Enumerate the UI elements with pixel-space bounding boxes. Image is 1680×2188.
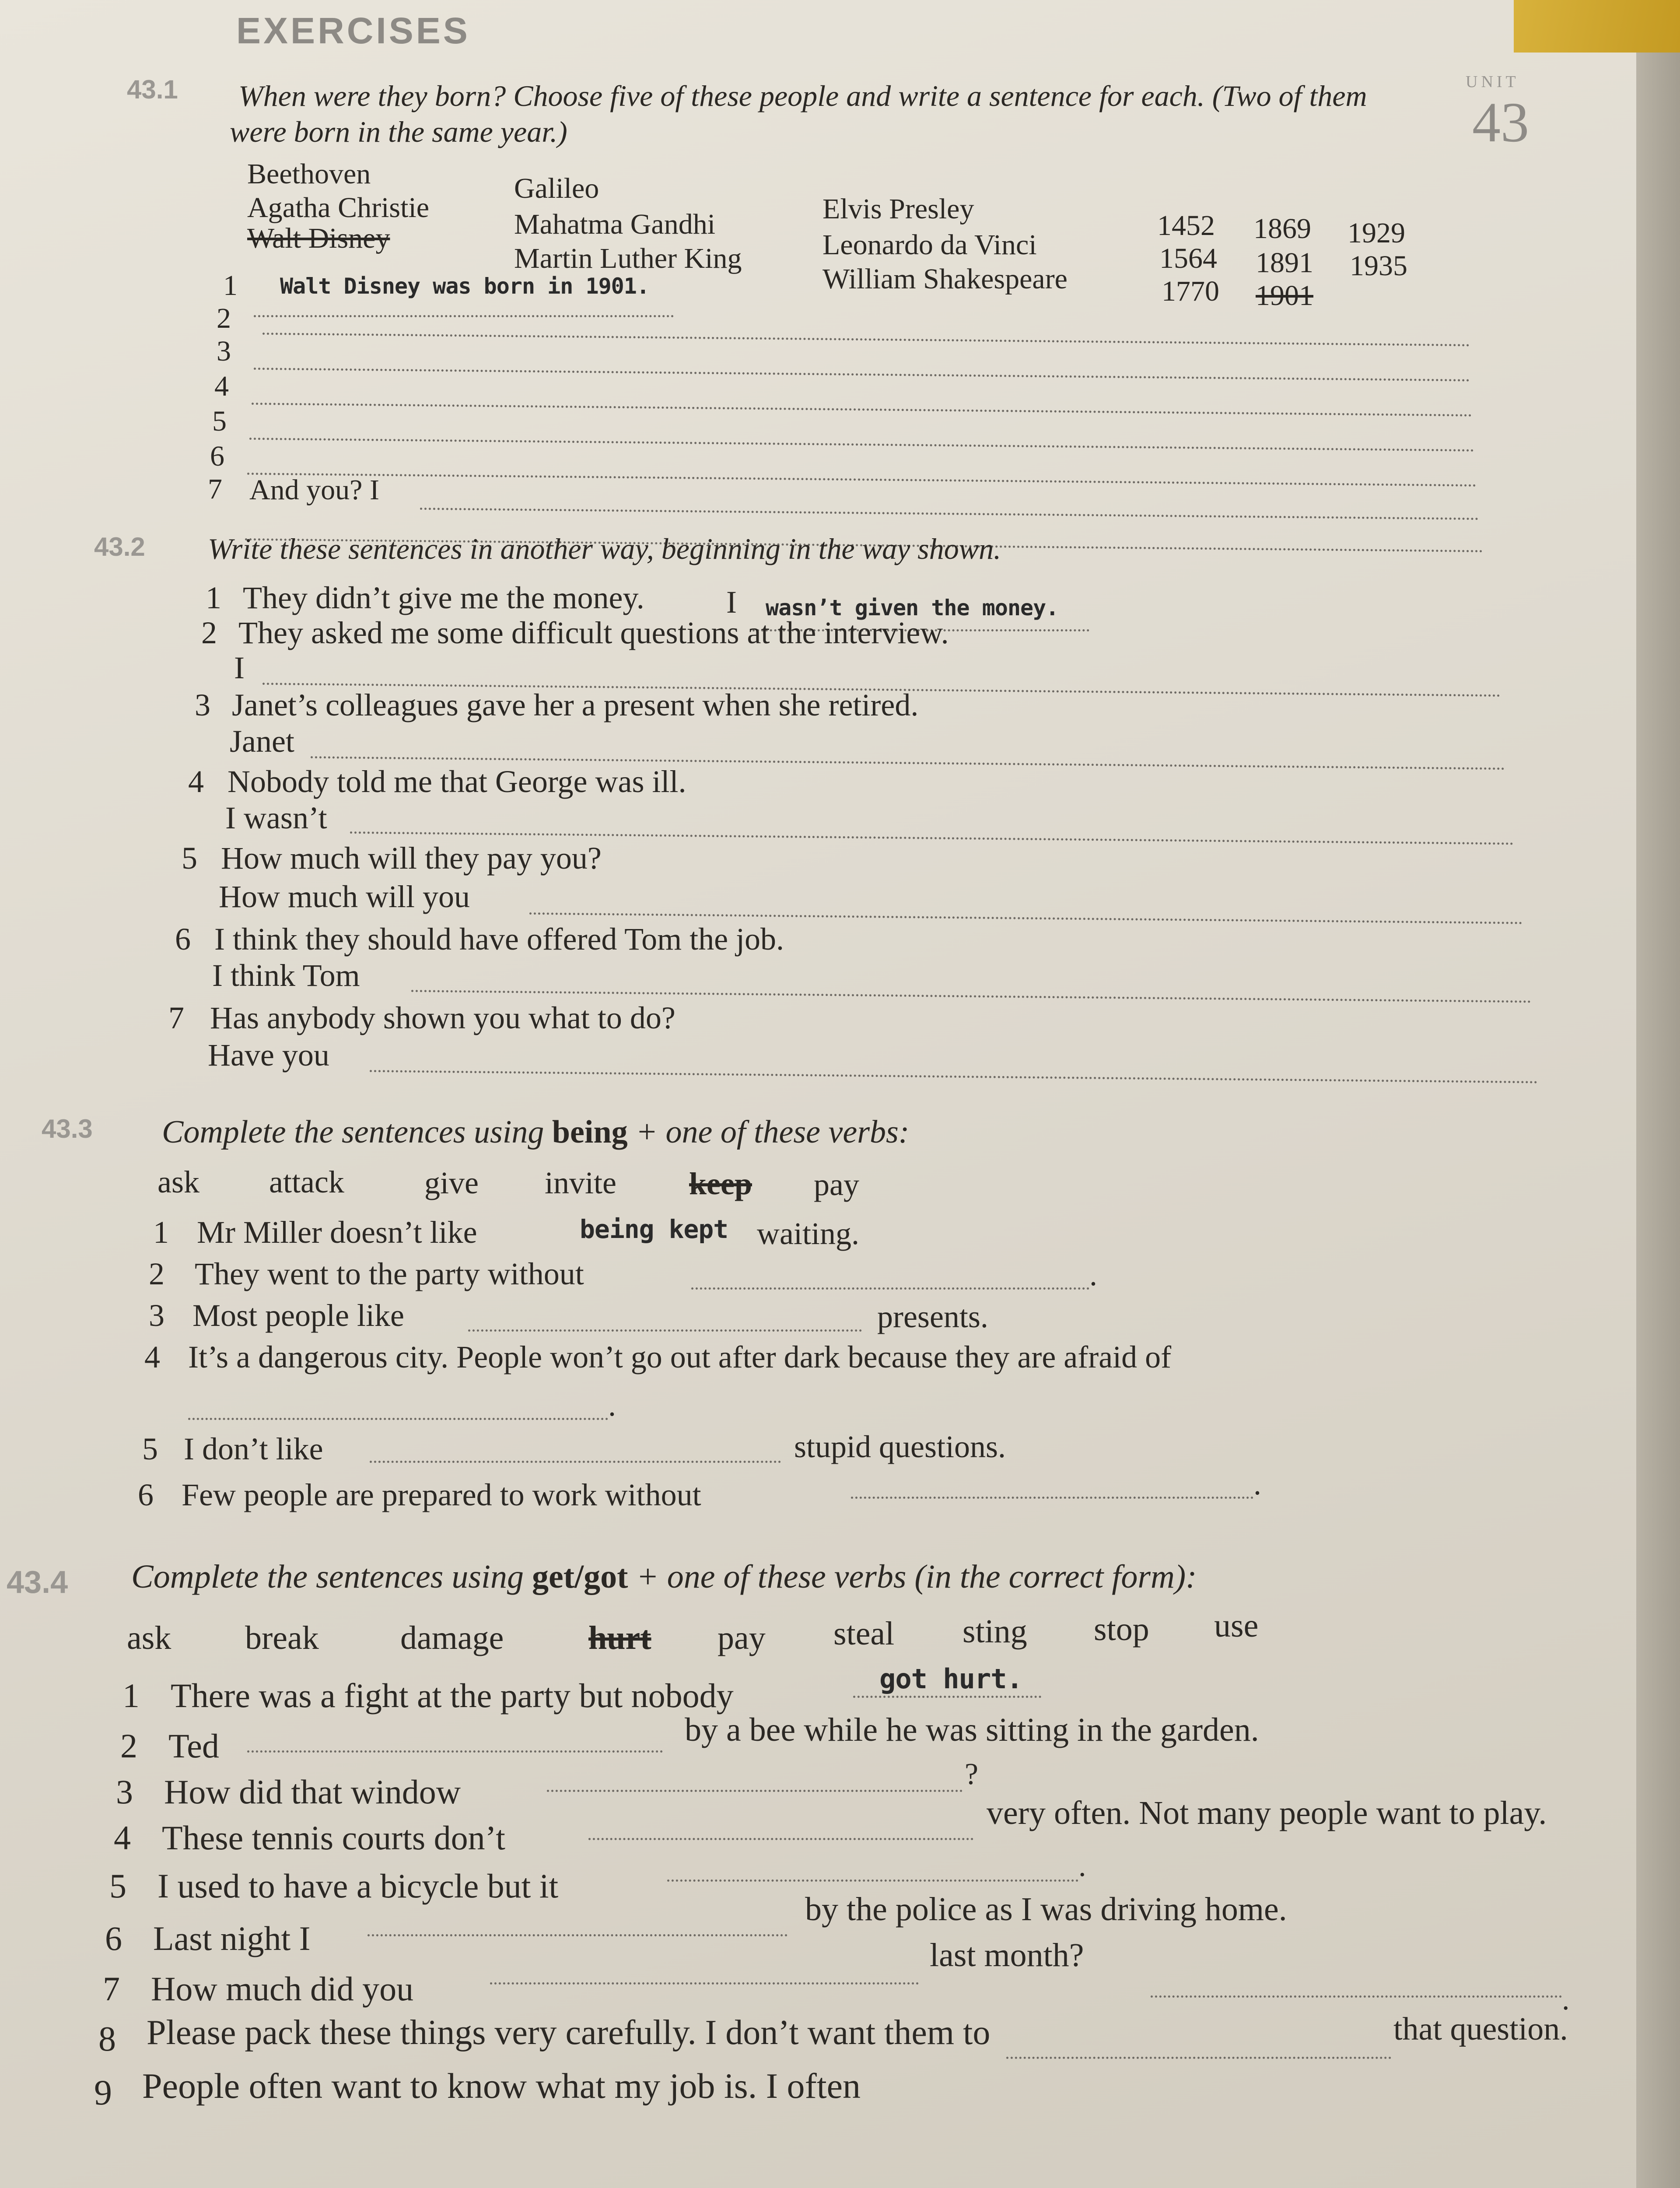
exercise-instruction: Complete the sentences using get/got + one of these verbs (in the correct form): (131, 1558, 1197, 1595)
sentence-part: waiting. (757, 1216, 859, 1251)
item-number: 6 (138, 1477, 154, 1512)
sentence-part: People often want to know what my job is. I often (142, 2066, 861, 2106)
sentence-start: Have you (208, 1038, 329, 1073)
person-name: Agatha Christie (247, 192, 430, 224)
exercise-number-43-1: 43.1 (127, 75, 178, 104)
answer-line (1006, 2057, 1391, 2059)
sentence-part: presents. (877, 1299, 988, 1334)
sentence-part: . (1253, 1466, 1261, 1501)
sentence-start: I think Tom (212, 958, 360, 993)
verb-option: ask (127, 1620, 172, 1656)
answer-line (370, 1070, 1538, 1083)
sentence-start: How much will you (219, 879, 470, 914)
sentence-part: very often. Not many people want to play. (987, 1795, 1547, 1831)
sentence-part: that question. (1393, 2011, 1568, 2047)
item-number: 6 (210, 440, 224, 472)
item-number: 3 (149, 1298, 164, 1333)
handwritten-answer: being kept (580, 1214, 728, 1244)
answer-line (420, 508, 1479, 520)
answer-line (249, 438, 1474, 452)
answer-line (252, 403, 1472, 417)
answer-line (667, 1879, 1078, 1882)
sentence: Janet’s colleagues gave her a present when she retired. (232, 687, 919, 722)
verb-option: invite (545, 1165, 616, 1200)
item-number: 4 (114, 1819, 131, 1857)
sentence-part: by a bee while he was sitting in the garden. (685, 1711, 1259, 1748)
year: 1564 (1159, 242, 1217, 274)
item-number: 3 (217, 335, 231, 367)
answer-line (468, 1329, 862, 1332)
item-7-prompt: And you? I (249, 474, 379, 506)
exercise-instruction: Write these sentences in another way, beginning in the way shown. (208, 532, 1001, 565)
answer-line (588, 1838, 973, 1840)
item-number: 3 (116, 1773, 133, 1811)
unit-label: UNIT (1466, 73, 1519, 91)
item-number: 5 (182, 841, 197, 876)
year-crossed: 1901 (1256, 280, 1313, 312)
year: 1770 (1162, 275, 1219, 307)
handwritten-answer: wasn’t given the money. (766, 595, 1059, 621)
item-number: 6 (105, 1919, 122, 1957)
person-name: Galileo (514, 172, 599, 204)
sentence-start: I (726, 585, 737, 620)
verb-option-crossed: keep (689, 1166, 752, 1201)
sentence-part: It’s a dangerous city. People won’t go out after dark because they are afraid of (188, 1339, 1172, 1375)
sentence-part: They went to the party without (195, 1256, 584, 1291)
answer-line (247, 473, 1477, 487)
sentence-part: There was a fight at the party but nobody (171, 1676, 734, 1715)
sentence-part: These tennis courts don’t (162, 1819, 505, 1857)
background-corner (1514, 0, 1680, 53)
page-edge (1636, 0, 1680, 2188)
sentence: They asked me some difficult questions at the interview. (238, 615, 949, 650)
item-number: 2 (149, 1256, 164, 1291)
sentence-start: I (234, 650, 245, 685)
sentence-start: Janet (230, 724, 294, 759)
sentence: They didn’t give me the money. (243, 580, 644, 615)
sentence-start: I wasn’t (225, 800, 327, 835)
sentence: I think they should have offered Tom the job. (214, 922, 784, 957)
item-number: 5 (212, 405, 227, 437)
item-number: 2 (201, 615, 217, 650)
exercise-number-43-3: 43.3 (42, 1114, 93, 1143)
person-name: William Shakespeare (822, 263, 1068, 295)
exercise-number-43-4: 43.4 (7, 1565, 68, 1600)
exercise-instruction: Complete the sentences using being + one of these verbs: (162, 1114, 910, 1150)
item-number: 5 (109, 1867, 126, 1905)
verb-option: ask (158, 1164, 200, 1199)
item-number: 2 (217, 302, 231, 334)
answer-line (247, 1750, 663, 1753)
item-number: 2 (120, 1727, 137, 1765)
person-name: Elvis Presley (822, 193, 974, 225)
item-number: 4 (188, 764, 204, 799)
sentence-part: . (1078, 1849, 1086, 1883)
sentence-part: last month? (930, 1937, 1084, 1974)
sentence-part: How much did you (151, 1970, 414, 2008)
person-name: Leonardo da Vinci (822, 229, 1037, 261)
sentence-part: ? (965, 1757, 979, 1791)
verb-option: attack (269, 1164, 344, 1199)
unit-number: 43 (1472, 91, 1529, 154)
item-number: 1 (122, 1676, 140, 1715)
answer-line (368, 1934, 788, 1936)
answer-line (851, 1497, 1253, 1499)
verb-option: stop (1094, 1611, 1149, 1648)
item-number: 9 (94, 2072, 112, 2112)
answer-line (188, 1418, 608, 1420)
handwritten-answer: got hurt. (879, 1663, 1022, 1695)
item-number: 4 (144, 1339, 160, 1375)
item-number: 1 (206, 580, 221, 615)
sentence-part: by the police as I was driving home. (805, 1891, 1287, 1928)
item-number: 1 (153, 1215, 169, 1250)
sentence-part: Please pack these things very carefully. I don’t want them to (147, 2013, 990, 2052)
sentence-part: Last night I (153, 1919, 311, 1957)
answer-line (1151, 1995, 1562, 1998)
sentence: How much will they pay you? (221, 841, 602, 876)
item-number: 8 (98, 2020, 116, 2058)
answer-line (490, 1982, 919, 1985)
sentence-part: . (608, 1388, 616, 1423)
answer-line (254, 315, 674, 317)
sentence-part: . (1089, 1257, 1097, 1292)
sentence-part: Most people like (192, 1298, 404, 1333)
year: 1869 (1253, 213, 1311, 245)
exercise-instruction: were born in the same year.) (230, 115, 567, 148)
sentence-part: . (1562, 1983, 1570, 2016)
answer-line (691, 1287, 1089, 1290)
verb-option: sting (962, 1613, 1027, 1650)
sentence-part: Few people are prepared to work without (182, 1477, 701, 1512)
year: 1891 (1256, 247, 1313, 279)
sentence-part: I used to have a bicycle but it (158, 1867, 559, 1905)
item-number: 4 (214, 370, 229, 402)
item-number: 7 (103, 1970, 120, 2008)
item-number: 6 (175, 922, 191, 957)
sentence: Has anybody shown you what to do? (210, 1000, 676, 1035)
verb-option: pay (814, 1167, 859, 1202)
verb-option: steal (833, 1615, 895, 1652)
answer-line (262, 333, 1470, 346)
item-number: 7 (168, 1000, 184, 1035)
verb-option: use (1214, 1607, 1259, 1644)
person-name: Beethoven (247, 158, 371, 190)
sentence-part: Ted (168, 1727, 219, 1765)
verb-option: pay (718, 1620, 766, 1656)
verb-option: damage (400, 1620, 504, 1656)
answer-line (853, 1696, 1041, 1698)
verb-option-crossed: hurt (588, 1620, 651, 1656)
person-name: Martin Luther King (514, 242, 742, 274)
handwritten-answer: Walt Disney was born in 1901. (280, 274, 649, 299)
year: 1929 (1348, 217, 1405, 249)
sentence: Nobody told me that George was ill. (228, 764, 686, 799)
year: 1935 (1350, 250, 1407, 282)
exercise-instruction: When were they born? Choose five of these people and write a sentence for each. (Two of them (238, 79, 1367, 112)
answer-line (254, 368, 1470, 382)
sentence-part: stupid questions. (794, 1429, 1006, 1464)
sentence-part: How did that window (164, 1773, 461, 1811)
person-name: Mahatma Gandhi (514, 208, 716, 240)
sentence-part: Mr Miller doesn’t like (197, 1215, 477, 1250)
exercise-number-43-2: 43.2 (94, 532, 145, 561)
verb-option: break (245, 1620, 319, 1656)
verb-option: give (424, 1165, 479, 1200)
item-number: 7 (208, 473, 222, 505)
year: 1452 (1157, 210, 1215, 242)
item-number: 1 (223, 270, 238, 302)
answer-line (547, 1790, 962, 1792)
item-number: 5 (142, 1431, 158, 1466)
sentence-part: I don’t like (184, 1431, 323, 1466)
item-number: 3 (195, 687, 210, 722)
answer-line (370, 1461, 781, 1463)
person-name-crossed: Walt Disney (247, 222, 390, 254)
page-title: EXERCISES (236, 10, 470, 51)
